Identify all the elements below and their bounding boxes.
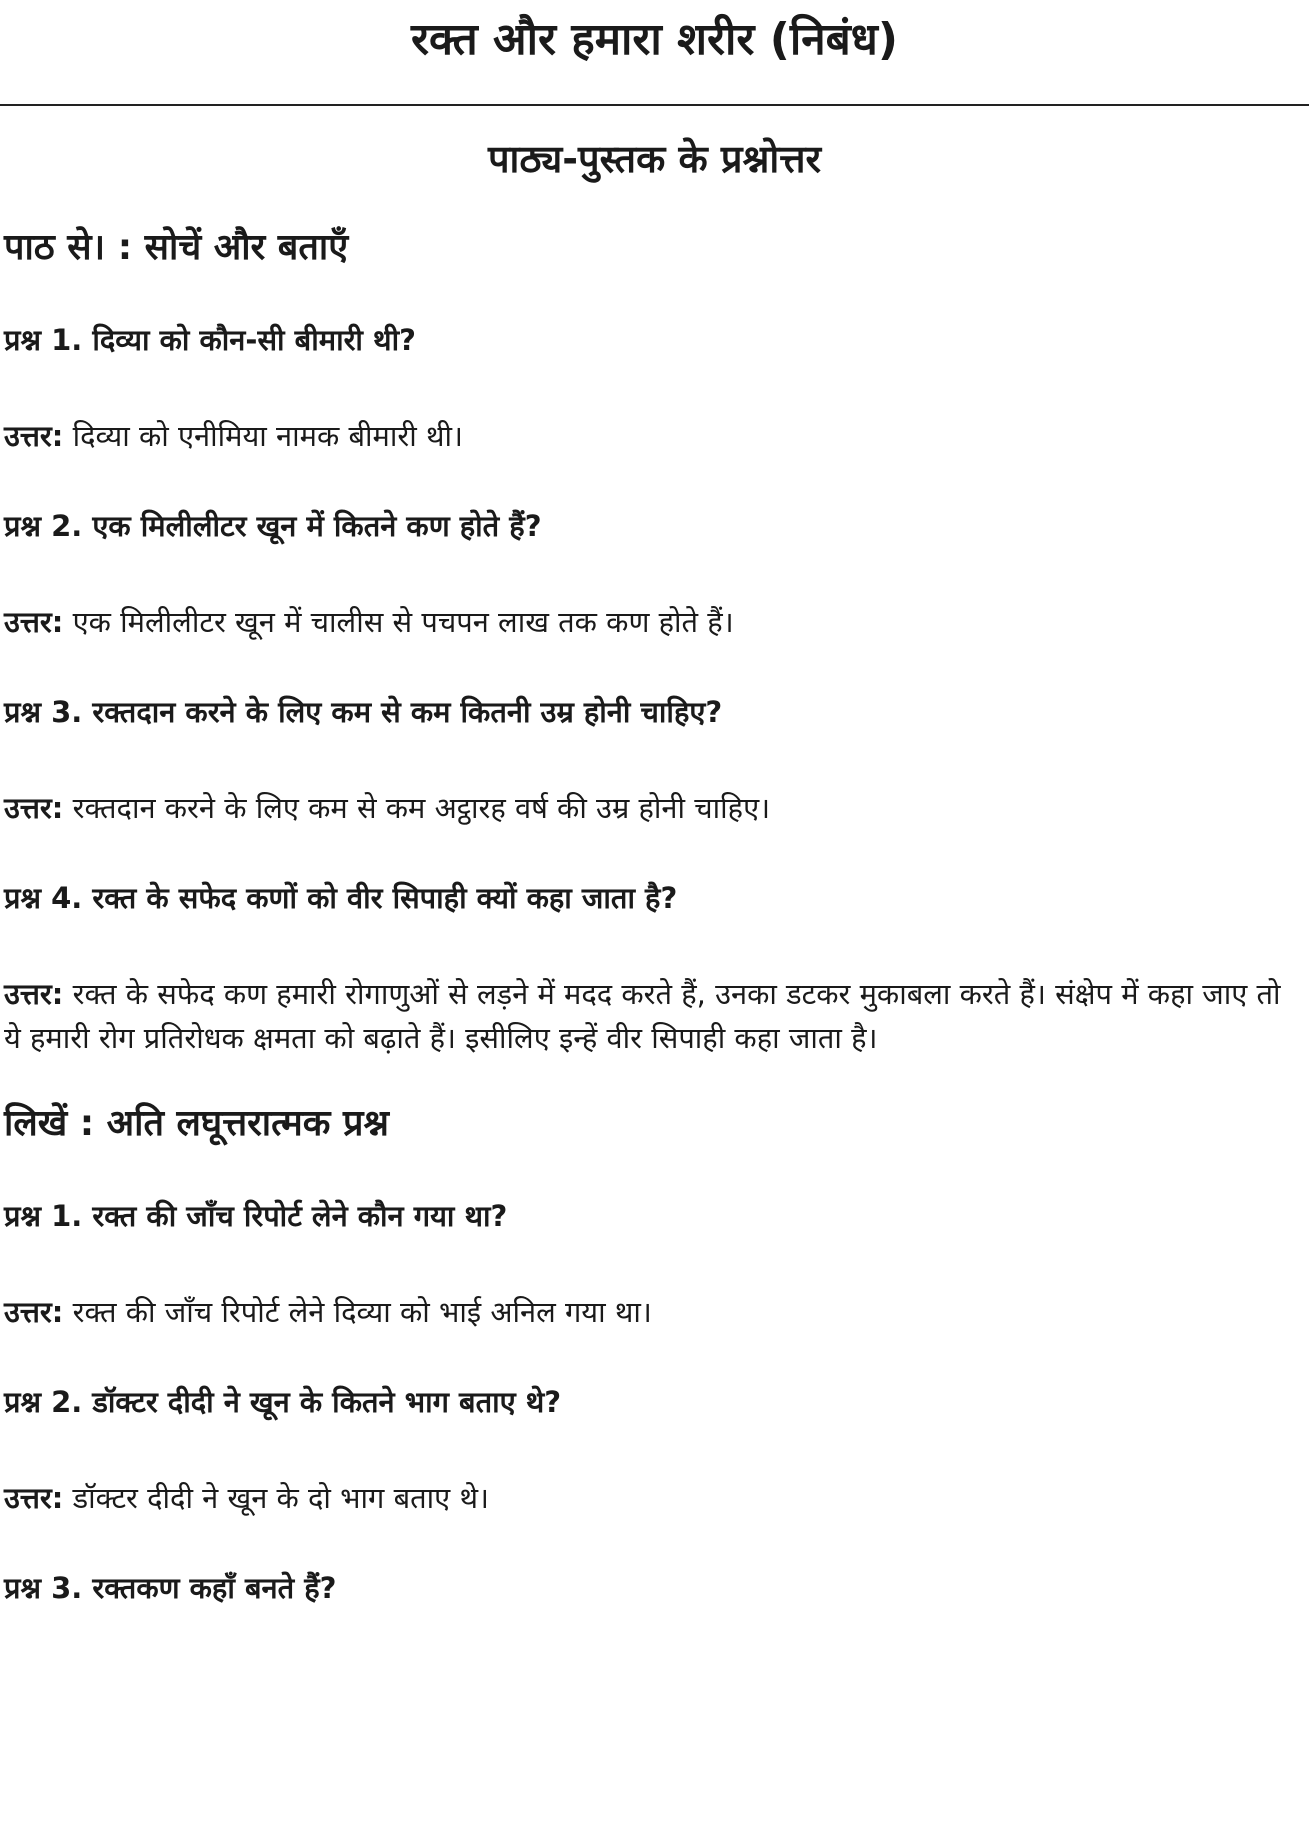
answer	[4, 600, 1305, 644]
title-divider	[0, 104, 1309, 106]
answer-label: उत्तर:	[4, 1481, 64, 1515]
page-subtitle: पाठ्य-पुस्तक के प्रश्नोत्तर	[487, 137, 822, 181]
question: प्रश्न 1. रक्त की जाँच रिपोर्ट लेने कौन गया था?	[4, 1199, 508, 1233]
answer-label: उत्तर:	[4, 605, 64, 639]
question: प्रश्न 3. रक्तकण कहाँ बनते हैं?	[4, 1571, 337, 1605]
answer-text: दिव्या को एनीमिया नामक बीमारी थी।	[72, 419, 464, 453]
answer-label: उत्तर:	[4, 419, 64, 453]
question: प्रश्न 1. दिव्या को कौन-सी बीमारी थी?	[4, 323, 416, 357]
section-heading: लिखें : अति लघूत्तरात्मक प्रश्न	[4, 1103, 389, 1144]
question: प्रश्न 2. डॉक्टर दीदी ने खून के कितने भाग बताए थे?	[4, 1385, 562, 1419]
answer-text: रक्त की जाँच रिपोर्ट लेने दिव्या को भाई अनिल गया था।	[72, 1295, 652, 1329]
answer-label: उत्तर:	[4, 977, 64, 1011]
answer	[4, 972, 1305, 1060]
answer	[4, 414, 1305, 458]
page-title: रक्त और हमारा शरीर (निबंध)	[411, 14, 898, 65]
answer-text: एक मिलीलीटर खून में चालीस से पचपन लाख तक कण होते हैं।	[72, 605, 734, 639]
answer-text: रक्तदान करने के लिए कम से कम अट्ठारह वर्ष की उम्र होनी चाहिए।	[72, 791, 771, 825]
question: प्रश्न 2. एक मिलीलीटर खून में कितने कण होते हैं?	[4, 509, 542, 543]
qa-content	[0, 224, 1309, 1610]
section-heading: पाठ से। : सोचें और बताएँ	[4, 227, 349, 268]
answer-label: उत्तर:	[4, 1295, 64, 1329]
answer	[4, 786, 1305, 830]
question: प्रश्न 4. रक्त के सफेद कणों को वीर सिपाही क्यों कहा जाता है?	[4, 881, 678, 915]
answer-text: रक्त के सफेद कण हमारी रोगाणुओं से लड़ने में मदद करते हैं, उनका डटकर मुकाबला करते हैं। संक्षेप में कहा जाए तो ये हमारी रोग प्रतिरोधक क्षमता को बढ़ाते हैं। इसीलिए इन्हें वीर सिपाही कहा जाता है।	[4, 977, 1281, 1055]
question: प्रश्न 3. रक्तदान करने के लिए कम से कम कितनी उम्र होनी चाहिए?	[4, 695, 723, 729]
answer-label: उत्तर:	[4, 791, 64, 825]
answer	[4, 1290, 1305, 1334]
answer	[4, 1476, 1305, 1520]
answer-text: डॉक्टर दीदी ने खून के दो भाग बताए थे।	[72, 1481, 489, 1515]
